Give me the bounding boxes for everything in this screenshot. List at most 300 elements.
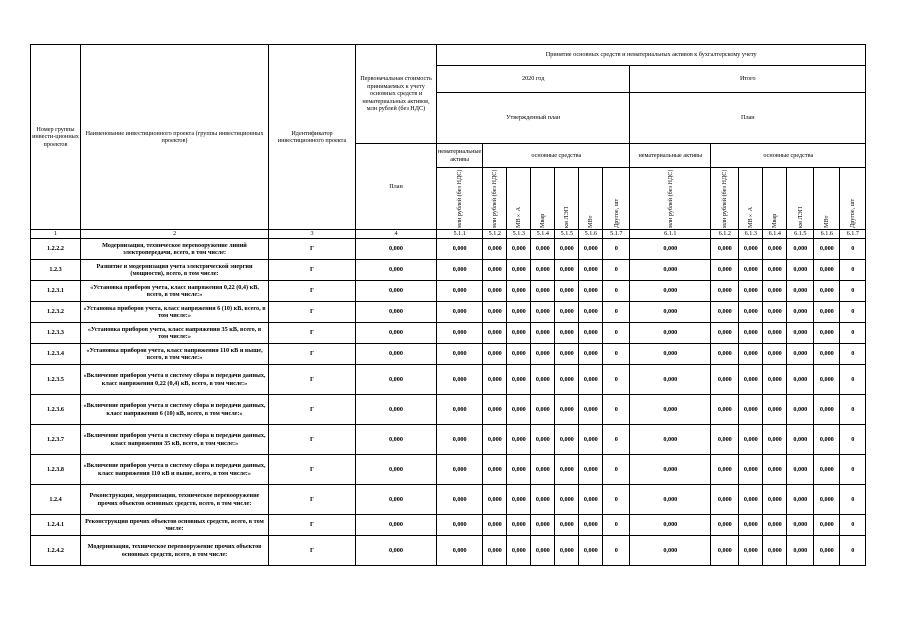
row-project-name: «Установка приборов учета, класс напряжения 110 кВ и выше, всего, в том числе:»	[81, 344, 269, 365]
row-value: 0,000	[763, 239, 787, 260]
header-group-number: Номер группы инвести-ционных проектов	[31, 45, 81, 230]
row-value: 0,000	[483, 425, 507, 455]
row-value: 0,000	[483, 395, 507, 425]
row-value: 0,000	[483, 455, 507, 485]
row-value: 0,000	[630, 485, 711, 515]
row-value: 0,000	[739, 260, 763, 281]
row-value: 0,000	[579, 260, 603, 281]
row-value: 0,000	[555, 365, 579, 395]
row-value: 0,000	[483, 302, 507, 323]
column-number: 2	[81, 230, 269, 239]
row-project-name: «Включение приборов учета в систему сбора и передачи данных, класс напряжения 6 (10) кВ, всего, в том числе:»	[81, 395, 269, 425]
row-value: 0,000	[555, 323, 579, 344]
row-value: 0,000	[763, 323, 787, 344]
row-value: 0,000	[579, 323, 603, 344]
rotated-unit-5-5	[555, 168, 579, 230]
row-value: 0,000	[555, 536, 579, 566]
row-value: 0,000	[739, 536, 763, 566]
header-fixed-assets-2020: основные средства	[483, 144, 630, 168]
row-value: 0,000	[356, 281, 437, 302]
row-value: 0	[603, 515, 630, 536]
row-value: 0,000	[356, 365, 437, 395]
rotated-unit-5-4	[531, 168, 555, 230]
row-value: 0,000	[711, 485, 739, 515]
row-value: 0,000	[483, 260, 507, 281]
row-value: 0,000	[555, 344, 579, 365]
row-value: 0,000	[437, 455, 483, 485]
table-row	[31, 323, 866, 344]
row-project-name: Развитие и модернизация учета электрической энергии (мощности), всего, в том числе:	[81, 260, 269, 281]
row-value: 0,000	[739, 485, 763, 515]
row-value: 0,000	[483, 344, 507, 365]
row-project-name: Модернизация, техническое перевооружение линий электропередачи, всего, в том числе:	[81, 239, 269, 260]
column-number: 6.1.4	[763, 230, 787, 239]
row-value: 0,000	[531, 395, 555, 425]
row-identifier: Г	[269, 260, 356, 281]
header-identifier: Идентификатор инвестиционного проекта	[269, 45, 356, 230]
row-value: 0	[840, 425, 866, 455]
row-value: 0,000	[814, 302, 840, 323]
row-value: 0,000	[356, 425, 437, 455]
row-identifier: Г	[269, 425, 356, 455]
rotated-unit-label: Другое, шт	[849, 198, 857, 228]
rotated-unit-6-2	[711, 168, 739, 230]
row-value: 0	[840, 485, 866, 515]
row-number: 1.2.4.1	[31, 515, 81, 536]
row-value: 0	[840, 344, 866, 365]
row-value: 0	[840, 239, 866, 260]
row-value: 0,000	[739, 365, 763, 395]
row-value: 0,000	[814, 455, 840, 485]
row-value: 0,000	[814, 425, 840, 455]
row-value: 0,000	[763, 302, 787, 323]
table-row	[31, 365, 866, 395]
row-value: 0,000	[437, 425, 483, 455]
header-fixed-assets-total: основные средства	[711, 144, 866, 168]
row-value: 0,000	[630, 395, 711, 425]
rotated-unit-label: км ЛЭП	[796, 206, 804, 228]
row-value: 0,000	[579, 425, 603, 455]
row-value: 0,000	[356, 323, 437, 344]
row-value: 0,000	[437, 485, 483, 515]
column-number: 6.1.6	[814, 230, 840, 239]
row-value: 0	[603, 365, 630, 395]
row-value: 0	[603, 395, 630, 425]
row-value: 0,000	[630, 239, 711, 260]
row-value: 0,000	[579, 281, 603, 302]
row-value: 0,000	[507, 395, 531, 425]
row-value: 0,000	[787, 323, 814, 344]
rotated-unit-5-3	[507, 168, 531, 230]
row-identifier: Г	[269, 395, 356, 425]
row-identifier: Г	[269, 455, 356, 485]
row-value: 0,000	[787, 365, 814, 395]
rotated-unit-5-6	[579, 168, 603, 230]
row-value: 0,000	[763, 485, 787, 515]
row-value: 0,000	[555, 485, 579, 515]
header-acceptance: Принятие основных средств и нематериальных активов к бухгалтерскому учету	[437, 45, 866, 66]
row-value: 0,000	[531, 323, 555, 344]
row-value: 0	[840, 281, 866, 302]
rotated-unit-label: Другое, шт	[612, 198, 620, 228]
rotated-unit-label: млн рублей (без НДС)	[456, 169, 464, 228]
row-value: 0,000	[630, 515, 711, 536]
row-value: 0	[840, 323, 866, 344]
rotated-unit-6-3	[739, 168, 763, 230]
rotated-unit-5-1	[437, 168, 483, 230]
row-value: 0,000	[555, 260, 579, 281]
row-value: 0,000	[630, 536, 711, 566]
rotated-unit-label: МВт	[587, 215, 595, 228]
row-value: 0,000	[787, 536, 814, 566]
row-value: 0	[603, 485, 630, 515]
table-row	[31, 302, 866, 323]
row-value: 0,000	[787, 302, 814, 323]
table-row	[31, 536, 866, 566]
row-value: 0	[603, 281, 630, 302]
rotated-unit-6-6	[814, 168, 840, 230]
row-value: 0,000	[711, 344, 739, 365]
row-identifier: Г	[269, 515, 356, 536]
row-value: 0,000	[437, 302, 483, 323]
rotated-unit-label: Мвар	[771, 213, 779, 228]
row-value: 0,000	[739, 281, 763, 302]
row-value: 0,000	[356, 302, 437, 323]
row-value: 0	[603, 536, 630, 566]
row-value: 0,000	[814, 515, 840, 536]
rotated-unit-6-7	[840, 168, 866, 230]
header-total: Итого	[630, 66, 866, 93]
header-initial-cost: Первоначальная стоимость принимаемых к учету основных средств и нематериальных активов, млн рублей (без НДС)	[356, 45, 437, 144]
row-value: 0,000	[437, 515, 483, 536]
row-value: 0,000	[739, 515, 763, 536]
row-project-name: «Включение приборов учета в систему сбора и передачи данных, класс напряжения 35 кВ, всего, в том числе:»	[81, 425, 269, 455]
rotated-unit-label: Мвар	[539, 213, 547, 228]
row-value: 0,000	[814, 395, 840, 425]
header-year-2020: 2020 год	[437, 66, 630, 93]
row-value: 0,000	[437, 365, 483, 395]
row-value: 0	[840, 260, 866, 281]
row-identifier: Г	[269, 239, 356, 260]
row-number: 1.2.3.2	[31, 302, 81, 323]
row-value: 0,000	[531, 536, 555, 566]
row-value: 0,000	[763, 365, 787, 395]
row-value: 0,000	[531, 485, 555, 515]
row-identifier: Г	[269, 485, 356, 515]
row-value: 0,000	[437, 260, 483, 281]
row-value: 0,000	[814, 260, 840, 281]
row-identifier: Г	[269, 365, 356, 395]
table-row	[31, 515, 866, 536]
row-number: 1.2.3.3	[31, 323, 81, 344]
row-value: 0,000	[555, 302, 579, 323]
row-value: 0,000	[814, 485, 840, 515]
rotated-unit-label: км ЛЭП	[563, 206, 571, 228]
table-row	[31, 260, 866, 281]
row-value: 0,000	[787, 395, 814, 425]
rotated-unit-6-5	[787, 168, 814, 230]
row-value: 0,000	[763, 395, 787, 425]
row-value: 0,000	[483, 323, 507, 344]
row-value: 0	[603, 302, 630, 323]
row-number: 1.2.4	[31, 485, 81, 515]
header-plan-col: План	[356, 144, 437, 230]
column-number: 5.1.4	[531, 230, 555, 239]
row-value: 0,000	[787, 455, 814, 485]
rotated-unit-label: МВ×А	[747, 206, 755, 228]
row-value: 0,000	[711, 281, 739, 302]
row-value: 0	[840, 302, 866, 323]
row-value: 0,000	[437, 344, 483, 365]
row-value: 0	[840, 395, 866, 425]
table-row	[31, 455, 866, 485]
row-value: 0,000	[739, 425, 763, 455]
header-intangible-total: нематериальные активы	[630, 144, 711, 168]
row-value: 0,000	[739, 302, 763, 323]
row-value: 0,000	[630, 344, 711, 365]
header-approved-plan: Утвержденный план	[437, 93, 630, 144]
row-value: 0,000	[531, 281, 555, 302]
row-value: 0,000	[437, 323, 483, 344]
row-value: 0,000	[814, 239, 840, 260]
row-value: 0,000	[483, 239, 507, 260]
column-number: 6.1.2	[711, 230, 739, 239]
row-value: 0,000	[437, 536, 483, 566]
row-value: 0,000	[356, 485, 437, 515]
row-value: 0,000	[630, 425, 711, 455]
row-value: 0,000	[356, 455, 437, 485]
row-value: 0	[603, 344, 630, 365]
row-value: 0	[840, 365, 866, 395]
row-value: 0,000	[483, 485, 507, 515]
row-project-name: Модернизация, техническое перевооружение прочих объектов основных средств, всего, в том числе:	[81, 536, 269, 566]
row-value: 0,000	[711, 323, 739, 344]
column-number: 5.1.2	[483, 230, 507, 239]
row-value: 0,000	[437, 239, 483, 260]
column-number: 6.1.5	[787, 230, 814, 239]
row-value: 0,000	[579, 455, 603, 485]
rotated-unit-label: МВт	[823, 215, 831, 228]
column-number: 1	[31, 230, 81, 239]
row-value: 0	[840, 515, 866, 536]
row-value: 0,000	[356, 344, 437, 365]
column-number: 5.1.3	[507, 230, 531, 239]
row-value: 0,000	[787, 260, 814, 281]
row-value: 0,000	[356, 536, 437, 566]
row-value: 0,000	[507, 323, 531, 344]
row-value: 0,000	[483, 515, 507, 536]
row-value: 0,000	[356, 239, 437, 260]
column-number: 3	[269, 230, 356, 239]
row-value: 0,000	[507, 302, 531, 323]
row-number: 1.2.3.6	[31, 395, 81, 425]
row-project-name: «Установка приборов учета, класс напряжения 0,22 (0,4) кВ, всего, в том числе:»	[81, 281, 269, 302]
row-identifier: Г	[269, 281, 356, 302]
row-value: 0,000	[579, 344, 603, 365]
row-value: 0,000	[356, 515, 437, 536]
row-value: 0,000	[531, 344, 555, 365]
row-value: 0,000	[787, 281, 814, 302]
row-value: 0,000	[711, 239, 739, 260]
table-row	[31, 485, 866, 515]
column-number: 5.1.6	[579, 230, 603, 239]
row-value: 0,000	[763, 425, 787, 455]
row-value: 0,000	[630, 281, 711, 302]
table-row	[31, 344, 866, 365]
row-value: 0,000	[579, 365, 603, 395]
row-value: 0,000	[739, 455, 763, 485]
row-project-name: «Включение приборов учета в систему сбора и передачи данных, класс напряжения 0,22 (0,4) кВ, всего, в том числе:»	[81, 365, 269, 395]
row-number: 1.2.4.2	[31, 536, 81, 566]
row-identifier: Г	[269, 302, 356, 323]
row-value: 0,000	[711, 395, 739, 425]
row-value: 0,000	[787, 515, 814, 536]
row-value: 0,000	[507, 260, 531, 281]
row-value: 0,000	[507, 455, 531, 485]
row-value: 0,000	[579, 302, 603, 323]
row-value: 0,000	[437, 395, 483, 425]
row-value: 0,000	[483, 281, 507, 302]
row-value: 0,000	[814, 536, 840, 566]
row-number: 1.2.3.7	[31, 425, 81, 455]
row-value: 0,000	[356, 395, 437, 425]
row-value: 0,000	[579, 536, 603, 566]
row-value: 0,000	[763, 515, 787, 536]
row-value: 0	[840, 455, 866, 485]
rotated-unit-6-1	[630, 168, 711, 230]
row-value: 0,000	[507, 515, 531, 536]
row-value: 0,000	[763, 344, 787, 365]
row-value: 0,000	[579, 515, 603, 536]
row-value: 0,000	[507, 365, 531, 395]
row-number: 1.2.2.2	[31, 239, 81, 260]
row-value: 0,000	[763, 281, 787, 302]
row-value: 0,000	[531, 455, 555, 485]
row-value: 0,000	[787, 239, 814, 260]
row-value: 0,000	[711, 425, 739, 455]
header-intangible-2020: нематериальные активы	[437, 144, 483, 168]
row-value: 0	[603, 260, 630, 281]
row-value: 0,000	[483, 536, 507, 566]
row-value: 0,000	[630, 455, 711, 485]
column-number: 6.1.3	[739, 230, 763, 239]
row-value: 0,000	[711, 260, 739, 281]
row-value: 0,000	[507, 536, 531, 566]
row-value: 0,000	[814, 365, 840, 395]
row-value: 0,000	[555, 425, 579, 455]
row-value: 0	[603, 455, 630, 485]
investment-table	[30, 44, 866, 566]
row-value: 0	[603, 323, 630, 344]
row-identifier: Г	[269, 344, 356, 365]
rotated-unit-5-7	[603, 168, 630, 230]
row-number: 1.2.3.5	[31, 365, 81, 395]
row-value: 0,000	[787, 344, 814, 365]
row-number: 1.2.3.4	[31, 344, 81, 365]
row-value: 0,000	[630, 323, 711, 344]
row-value: 0,000	[711, 536, 739, 566]
row-value: 0,000	[630, 365, 711, 395]
column-number: 6.1.7	[840, 230, 866, 239]
table-row	[31, 395, 866, 425]
row-project-name: «Установка приборов учета, класс напряжения 35 кВ, всего, в том числе:»	[81, 323, 269, 344]
row-value: 0,000	[739, 239, 763, 260]
row-value: 0	[603, 239, 630, 260]
rotated-unit-label: млн рублей (без НДС)	[666, 169, 674, 228]
row-value: 0,000	[814, 281, 840, 302]
row-value: 0,000	[531, 365, 555, 395]
row-project-name: Реконструкция прочих объектов основных средств, всего, в том числе:	[81, 515, 269, 536]
row-project-name: «Установка приборов учета, класс напряжения 6 (10) кВ, всего, в том числе:»	[81, 302, 269, 323]
row-value: 0,000	[711, 365, 739, 395]
row-value: 0,000	[711, 302, 739, 323]
table-row	[31, 239, 866, 260]
column-number: 6.1.1	[630, 230, 711, 239]
row-value: 0	[840, 536, 866, 566]
row-value: 0,000	[787, 485, 814, 515]
rotated-unit-5-2	[483, 168, 507, 230]
row-value: 0,000	[763, 260, 787, 281]
row-value: 0,000	[579, 239, 603, 260]
rotated-unit-label: млн рублей (без НДС)	[721, 169, 729, 228]
row-value: 0,000	[787, 425, 814, 455]
row-project-name: «Включение приборов учета в систему сбора и передачи данных, класс напряжения 110 кВ и выше, всего, в том числе:»	[81, 455, 269, 485]
row-value: 0,000	[531, 302, 555, 323]
row-value: 0,000	[531, 515, 555, 536]
header-plan: План	[630, 93, 866, 144]
row-value: 0,000	[630, 260, 711, 281]
rotated-unit-6-4	[763, 168, 787, 230]
row-value: 0,000	[531, 425, 555, 455]
row-value: 0,000	[437, 281, 483, 302]
row-value: 0,000	[711, 455, 739, 485]
column-number: 5.1.1	[437, 230, 483, 239]
row-value: 0,000	[555, 281, 579, 302]
column-number: 5.1.7	[603, 230, 630, 239]
header-project-name: Наименование инвестиционного проекта (группы инвестиционных проектов)	[81, 45, 269, 230]
row-value: 0,000	[763, 455, 787, 485]
row-value: 0,000	[356, 260, 437, 281]
row-value: 0,000	[507, 344, 531, 365]
row-value: 0	[603, 425, 630, 455]
row-value: 0,000	[507, 281, 531, 302]
row-value: 0,000	[531, 260, 555, 281]
row-value: 0,000	[555, 515, 579, 536]
row-value: 0,000	[507, 485, 531, 515]
row-value: 0,000	[507, 239, 531, 260]
row-value: 0,000	[507, 425, 531, 455]
rotated-unit-label: млн рублей (без НДС)	[491, 169, 499, 228]
row-project-name: Реконструкция, модернизация, техническое перевооружение прочих объектов основных средств, всего, в том числе:	[81, 485, 269, 515]
rotated-unit-label: МВ×А	[515, 206, 523, 228]
row-value: 0,000	[483, 365, 507, 395]
column-number: 4	[356, 230, 437, 239]
row-number: 1.2.3	[31, 260, 81, 281]
row-value: 0,000	[739, 323, 763, 344]
row-value: 0,000	[630, 302, 711, 323]
row-identifier: Г	[269, 323, 356, 344]
row-value: 0,000	[814, 344, 840, 365]
row-value: 0,000	[579, 395, 603, 425]
table-row	[31, 425, 866, 455]
row-value: 0,000	[739, 395, 763, 425]
row-value: 0,000	[711, 515, 739, 536]
row-value: 0,000	[739, 344, 763, 365]
row-value: 0,000	[763, 536, 787, 566]
row-value: 0,000	[531, 239, 555, 260]
row-number: 1.2.3.1	[31, 281, 81, 302]
row-value: 0,000	[555, 239, 579, 260]
